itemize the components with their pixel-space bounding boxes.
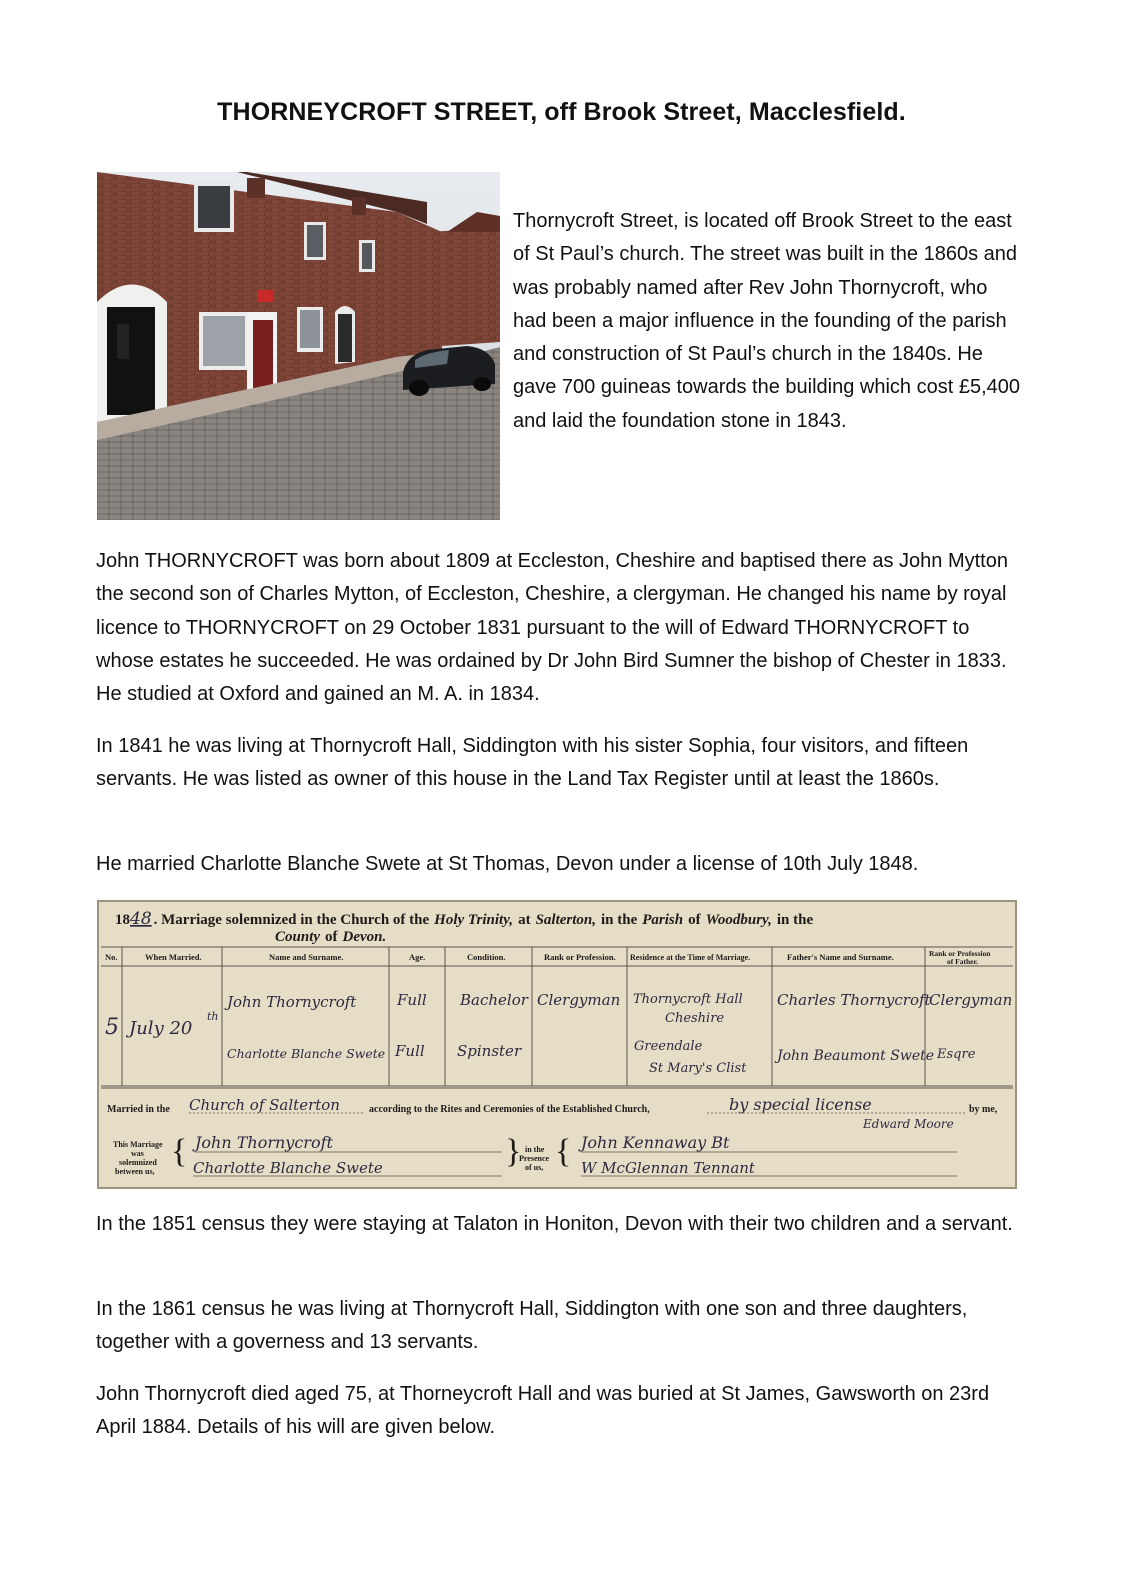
married-in-value: Church of Salterton xyxy=(189,1096,340,1114)
col-header-age: Age. xyxy=(409,952,426,962)
entry-when-married: July 20 xyxy=(129,1018,193,1039)
married-in-label: Married in the xyxy=(107,1104,170,1115)
solemnized-label-1: This Marriage xyxy=(113,1140,163,1149)
groom-father-rank: Clergyman xyxy=(929,991,1013,1009)
col-header-father-rank: Rank or Profession xyxy=(929,949,991,958)
groom-name: John Thornycroft xyxy=(227,993,357,1011)
groom-residence-1: Thornycroft Hall xyxy=(633,992,743,1007)
col-header-name: Name and Surname. xyxy=(269,952,344,962)
bride-age: Full xyxy=(395,1042,425,1060)
col-header-residence: Residence at the Time of Marriage. xyxy=(630,953,751,962)
paragraph-marriage: He married Charlotte Blanche Swete at St Thomas, Devon under a license of 10th July 1848. xyxy=(96,853,919,875)
col-header-rank: Rank or Profession. xyxy=(544,952,616,962)
bride-name: Charlotte Blanche Swete xyxy=(227,1046,386,1061)
heading-in-the-2: in the xyxy=(776,912,814,928)
paragraph-birth: John THORNYCROFT was born about 1809 at Eccleston, Cheshire and baptised there as John Mytton the second son of Charles Mytton, of Eccleston, Cheshire, a clergyman. He changed his name by royal licence to THORNYCROFT on 29 October 1831 pursuant to the will of Edward THORNYCROFT to whose estates he succeeded. He was ordained by Dr John Bird Sumner the bishop of Chester in 1833. He studied at Oxford and gained an M. A. in 1834. xyxy=(96,550,1008,706)
married-by-method: by special license xyxy=(729,1095,872,1114)
entry-no: 5 xyxy=(105,1015,119,1040)
heading-year-written: 48 xyxy=(130,909,152,929)
officiant-signature: Edward Moore xyxy=(863,1117,954,1131)
bride-residence-2: St Mary's Clist xyxy=(649,1061,747,1076)
presence-label-2: Presence xyxy=(519,1154,550,1163)
presence-label-1: in the xyxy=(525,1145,545,1154)
intro-paragraph: Thornycroft Street, is located off Brook Street to the east of St Paul’s church. The street was built in the 1860s and was probably named after Rev John Thornycroft, who had been a major influence in the founding of the parish and construction of St Paul’s church in the 1840s. He gave 700 guineas towards the building which cost £5,400 and laid the foundation stone in 1843. xyxy=(513,210,1021,432)
paragraph-1851-census: In the 1851 census they were staying at Talaton in Honiton, Devon with their two children and a servant. xyxy=(96,1213,1013,1235)
heading-church: Holy Trinity, xyxy=(434,912,514,928)
brace-left: { xyxy=(171,1133,188,1170)
col-header-when-married: When Married. xyxy=(145,952,202,962)
col-header-father: Father's Name and Surname. xyxy=(787,952,894,962)
groom-father: Charles Thornycroft xyxy=(777,991,931,1009)
col-header-no: No. xyxy=(105,952,118,962)
heading-of: of xyxy=(688,912,701,928)
heading-county: Devon. xyxy=(342,929,387,945)
heading-in-the: in the xyxy=(601,912,638,928)
marriage-register-image xyxy=(97,900,1017,1189)
solemnized-label-2: was xyxy=(131,1149,144,1158)
brace-right: { xyxy=(555,1133,572,1170)
bride-condition: Spinster xyxy=(457,1042,522,1060)
witness-1-signature: John Kennaway Bt xyxy=(581,1133,730,1152)
paragraph-death: John Thornycroft died aged 75, at Thorneycroft Hall and was buried at St James, Gawsworth on 23rd April 1884. Details of his will are given below. xyxy=(96,1383,990,1439)
rites-text: according to the Rites and Ceremonies of the Established Church, xyxy=(369,1104,650,1115)
bride-father: John Beaumont Swete xyxy=(777,1048,935,1064)
register-heading xyxy=(115,909,813,929)
col-header-father-rank-2: of Father. xyxy=(947,957,978,966)
by-me-label: by me, xyxy=(969,1104,998,1115)
brace-middle: } xyxy=(505,1133,522,1170)
groom-condition: Bachelor xyxy=(460,991,528,1009)
groom-age: Full xyxy=(397,991,427,1009)
marriage-register-svg xyxy=(97,900,1017,1189)
page-title: THORNEYCROFT STREET, off Brook Street, Macclesfield. xyxy=(217,98,906,126)
entry-when-married-sup: th xyxy=(207,1010,219,1023)
groom-residence-2: Cheshire xyxy=(665,1011,725,1026)
solemnized-label-4: between us, xyxy=(115,1167,155,1176)
heading-text: . Marriage solemnized in the Church of the xyxy=(153,912,430,928)
bride-father-rank: Esqre xyxy=(937,1047,976,1062)
heading-place: Salterton, xyxy=(535,912,596,928)
heading-parish-label: Parish xyxy=(642,912,684,928)
solemnized-label-3: solemnized xyxy=(119,1158,157,1167)
heading-at: at xyxy=(518,912,531,928)
witness-2-signature: W McGlennan Tennant xyxy=(581,1159,755,1177)
groom-rank: Clergyman xyxy=(537,991,621,1009)
col-header-condition: Condition. xyxy=(467,952,506,962)
heading-parish: Woodbury, xyxy=(705,912,772,928)
presence-label-3: of us, xyxy=(525,1163,544,1172)
street-photo xyxy=(97,172,500,520)
signature-bride: Charlotte Blanche Swete xyxy=(193,1159,383,1177)
heading-year-printed: 18 xyxy=(115,912,130,928)
signature-groom: John Thornycroft xyxy=(195,1133,333,1152)
heading-county-label: County xyxy=(275,929,321,945)
paragraph-1861-census: In the 1861 census he was living at Thornycroft Hall, Siddington with one son and three daughters, together with a governess and 13 servants. xyxy=(96,1298,968,1354)
heading-of-2: of xyxy=(325,929,338,945)
register-heading-county xyxy=(275,929,386,945)
paragraph-1841: In 1841 he was living at Thornycroft Hall, Siddington with his sister Sophia, four visitors, and fifteen servants. He was listed as owner of this house in the Land Tax Register until at least the 1860s. xyxy=(96,735,969,791)
bride-residence-1: Greendale xyxy=(634,1039,703,1054)
street-photo-illustration xyxy=(97,172,500,520)
